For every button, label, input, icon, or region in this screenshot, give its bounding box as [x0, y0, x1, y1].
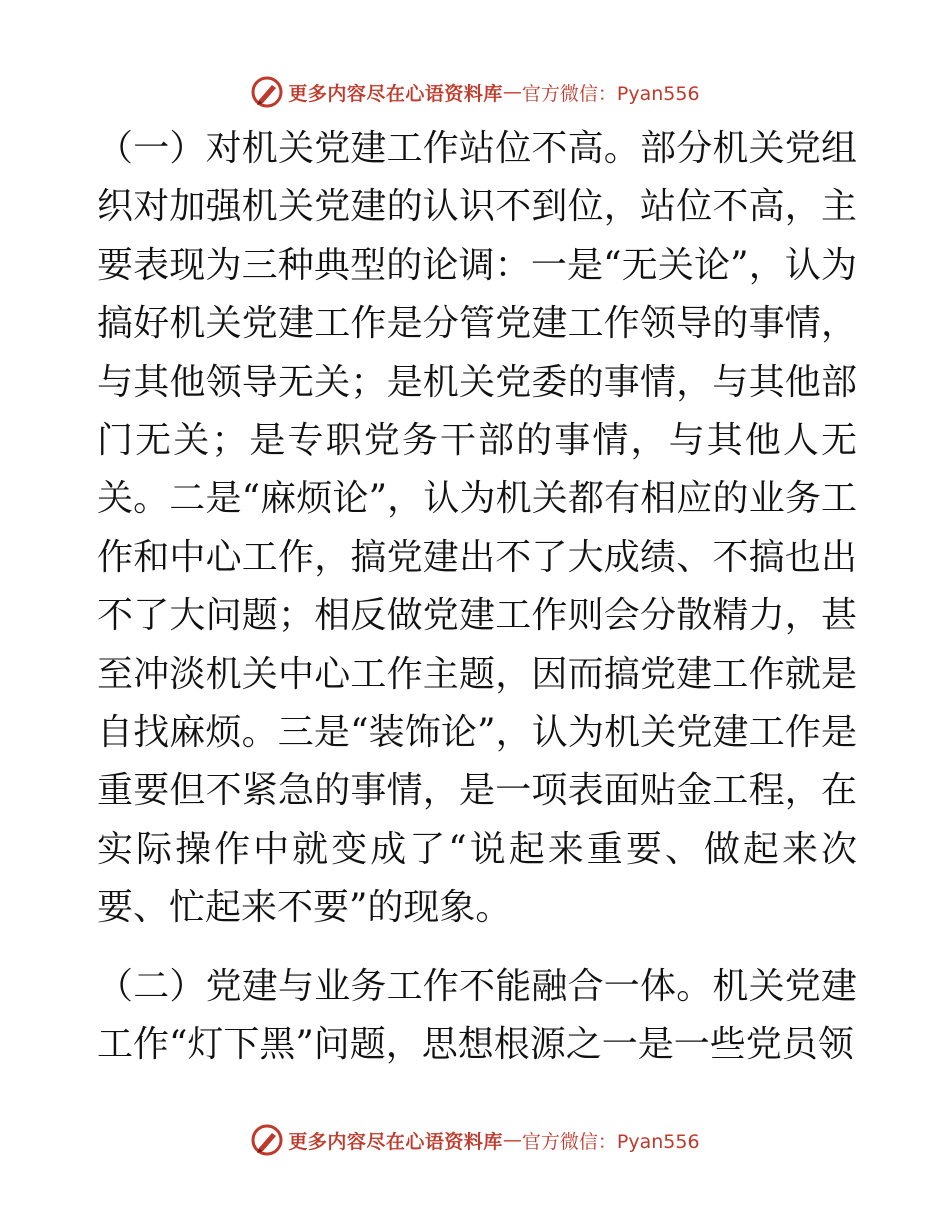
body-text	[97, 120, 857, 1075]
banner-text: 更多内容尽在心语资料库	[288, 1130, 503, 1153]
footer-banner	[0, 1120, 950, 1160]
pen-logo-icon	[250, 1123, 284, 1157]
banner-contact: 官方微信：Pyan556	[521, 1130, 700, 1153]
pen-logo-icon	[250, 75, 284, 109]
banner-contact: 官方微信：Pyan556	[521, 82, 700, 105]
header-banner	[0, 72, 950, 112]
banner-dash: —	[502, 81, 522, 103]
paragraph-1: （一）对机关党建工作站位不高。部分机关党组织对加强机关党建的认识不到位，站位不高，主要表现为三种典型的论调：一是“无关论”，认为搞好机关党建工作是分管党建工作领导的事情，与其他领导无关；是机关党委的事情，与其他部门无关；是专职党务干部的事情，与其他人无关。二是“麻烦论”，认为机关都有相应的业务工作和中心工作，搞党建出不了大成绩、不搞也出不了大问题；相反做党建工作则会分散精力，甚至冲淡机关中心工作主题，因而搞党建工作就是自找麻烦。三是“装饰论”，认为机关党建工作是重要但不紧急的事情，是一项表面贴金工程，在实际操作中就变成了“说起来重要、做起来次要、忙起来不要”的现象。	[97, 128, 857, 929]
paragraph-2: （二）党建与业务工作不能融合一体。机关党建工作“灯下黑”问题，思想根源之一是一些党员领	[97, 965, 857, 1066]
banner-dash: —	[502, 1129, 522, 1151]
banner-text: 更多内容尽在心语资料库	[288, 82, 503, 105]
